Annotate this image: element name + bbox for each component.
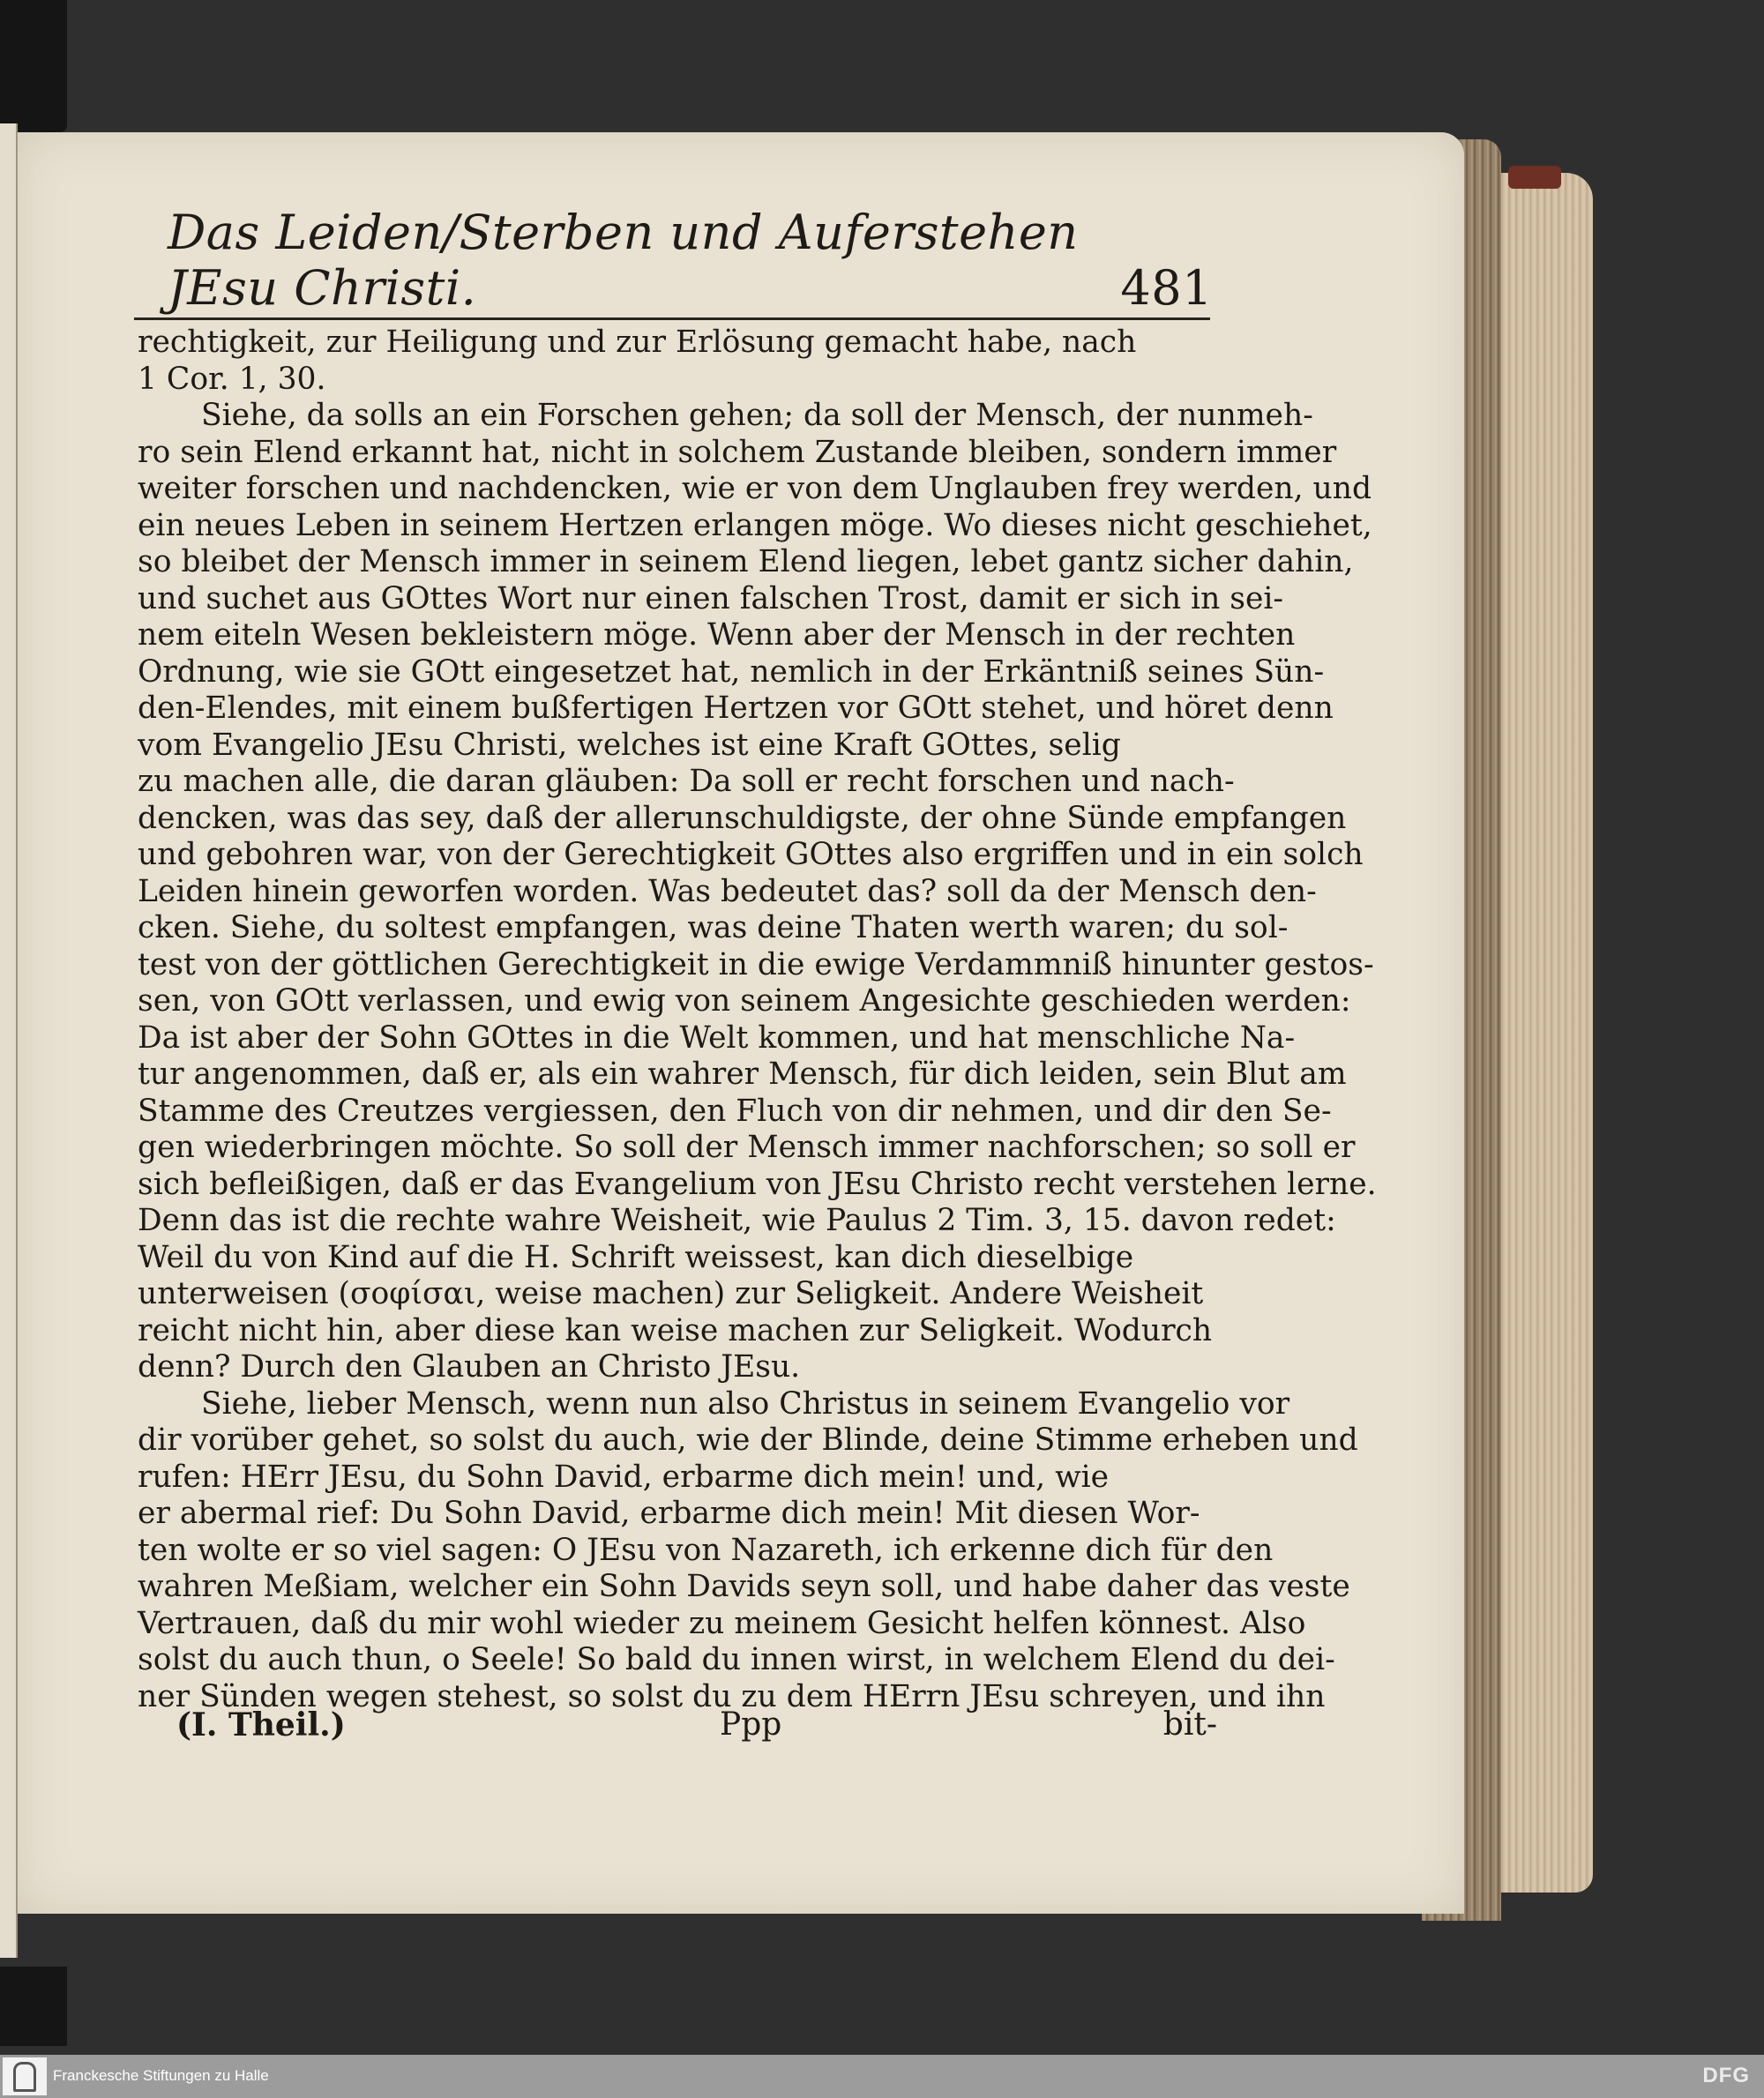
text-line: weiter forschen und nachdencken, wie er von dem Unglauben frey werden, und (138, 471, 1372, 506)
text-line: tur angenommen, daß er, als ein wahrer Mensch, für dich leiden, sein Blut am (138, 1056, 1347, 1092)
institution-name: Franckesche Stiftungen zu Halle (53, 2067, 269, 2084)
text-line: wahren Meßiam, welcher ein Sohn Davids seyn soll, und habe daher das veste (138, 1569, 1350, 1604)
text-line: Denn das ist die rechte wahre Weisheit, wie Paulus 2 Tim. 3, 15. davon redet: (138, 1203, 1336, 1238)
page-foot (176, 1706, 1217, 1747)
text-line: gen wiederbringen möchte. So soll der Mensch immer nachforschen; so soll er (138, 1130, 1356, 1165)
running-head (168, 205, 1213, 316)
page-body-text (138, 325, 1377, 1715)
text-line: den-Elendes, mit einem bußfertigen Hertzen vor GOtt stehet, und höret denn (138, 691, 1334, 726)
text-line: ner Sünden wegen stehest, so solst du zu dem HErrn JEsu schreyen, und ihn (138, 1678, 1326, 1714)
text-line: Weil du von Kind auf die H. Schrift weissest, kan dich dieselbige (138, 1239, 1134, 1275)
text-line: ein neues Leben in seinem Hertzen erlangen möge. Wo dieses nicht geschiehet, (138, 507, 1372, 543)
text-line: so bleibet der Mensch immer in seinem Elend liegen, lebet gantz sicher dahin, (138, 544, 1354, 579)
book-clamp-top (0, 0, 67, 132)
text-line: Siehe, lieber Mensch, wenn nun also Christus in seinem Evangelio vor (201, 1385, 1290, 1422)
running-head-title: Das Leiden/Sterben und Auferstehen JEsu Christi. (168, 205, 1079, 316)
text-line: Siehe, da solls an ein Forschen gehen; da soll der Mensch, der nunmeh- (201, 398, 1313, 433)
text-line: Da ist aber der Sohn GOttes in die Welt kommen, und hat menschliche Na- (138, 1019, 1296, 1056)
viewer-footer-bar (0, 2055, 1764, 2098)
volume-signature: (I. Theil.) (176, 1706, 346, 1743)
text-line: Ordnung, wie sie GOtt eingesetzet hat, nemlich in der Erkäntniß seines Sün- (138, 653, 1325, 690)
catchword: bit- (1162, 1706, 1217, 1743)
text-line: cken. Siehe, du soltest empfangen, was deine Thaten werth waren; du sol- (138, 910, 1289, 945)
dfg-logo: DFG (1702, 2064, 1750, 2087)
book-back-cover (1496, 173, 1593, 1893)
page-number: 481 (1120, 260, 1213, 316)
text-line: Stamme des Creutzes vergiessen, den Fluch von dir nehmen, und dir den Se- (138, 1093, 1332, 1129)
text-line: und suchet aus GOttes Wort nur einen falschen Trost, damit er sich in sei- (138, 580, 1284, 616)
text-line: Vertrauen, daß du mir wohl wieder zu meinem Gesicht helfen könnest. Also (138, 1605, 1306, 1641)
book-clamp-bottom (0, 1967, 67, 2046)
text-line: solst du auch thun, o Seele! So bald du innen wirst, in welchem Elend du dei- (138, 1642, 1335, 1677)
text-line: test von der göttlichen Gerechtigkeit in die ewige Verdammniß hinunter gestos- (138, 946, 1374, 982)
text-line: zu machen alle, die daran gläuben: Da soll er recht forschen und nach- (138, 764, 1235, 799)
text-line: Leiden hinein geworfen worden. Was bedeutet das? soll da der Mensch den- (138, 873, 1317, 909)
text-line: reicht nicht hin, aber diese kan weise machen zur Seligkeit. Wodurch (138, 1312, 1213, 1348)
header-rule (134, 317, 1210, 320)
text-line: nem eiteln Wesen bekleistern möge. Wenn aber der Mensch in der rechten (138, 617, 1296, 653)
institution-logo-icon (13, 2062, 36, 2092)
text-line: ro sein Elend erkannt hat, nicht in solchem Zustande bleiben, sondern immer (138, 434, 1337, 470)
text-line: vom Evangelio JEsu Christi, welches ist eine Kraft GOttes, selig (138, 727, 1121, 763)
text-line: sich befleißigen, daß er das Evangelium von JEsu Christo recht verstehen lerne. (138, 1166, 1377, 1202)
text-line: 1 Cor. 1, 30. (138, 361, 326, 397)
gathering-mark: Ppp (720, 1706, 782, 1743)
text-line: rechtigkeit, zur Heiligung und zur Erlösung gemacht habe, nach (138, 325, 1137, 360)
text-line: unterweisen (σοφίσαι, weise machen) zur Seligkeit. Andere Weisheit (138, 1276, 1204, 1311)
left-page-edge (0, 123, 18, 1958)
text-line: ten wolte er so viel sagen: O JEsu von Nazareth, ich erkenne dich für den (138, 1532, 1274, 1568)
text-line: und gebohren war, von der Gerechtigkeit GOttes also ergriffen und in ein solch (138, 837, 1364, 872)
text-line: sen, von GOtt verlassen, und ewig von seinem Angesichte geschieden werden: (138, 983, 1351, 1019)
text-line: er abermal rief: Du Sohn David, erbarme dich mein! Mit diesen Wor- (138, 1496, 1200, 1531)
text-line: rufen: HErr JEsu, du Sohn David, erbarme dich mein! und, wie (138, 1459, 1110, 1495)
text-line: dir vorüber gehet, so solst du auch, wie der Blinde, deine Stimme erheben und (138, 1422, 1358, 1458)
book-strap (1508, 166, 1561, 189)
text-line: dencken, was das sey, daß der allerunschuldigste, der ohne Sünde empfangen (138, 800, 1347, 836)
text-line: denn? Durch den Glauben an Christo JEsu. (138, 1349, 801, 1385)
institution-logo (3, 2057, 47, 2095)
